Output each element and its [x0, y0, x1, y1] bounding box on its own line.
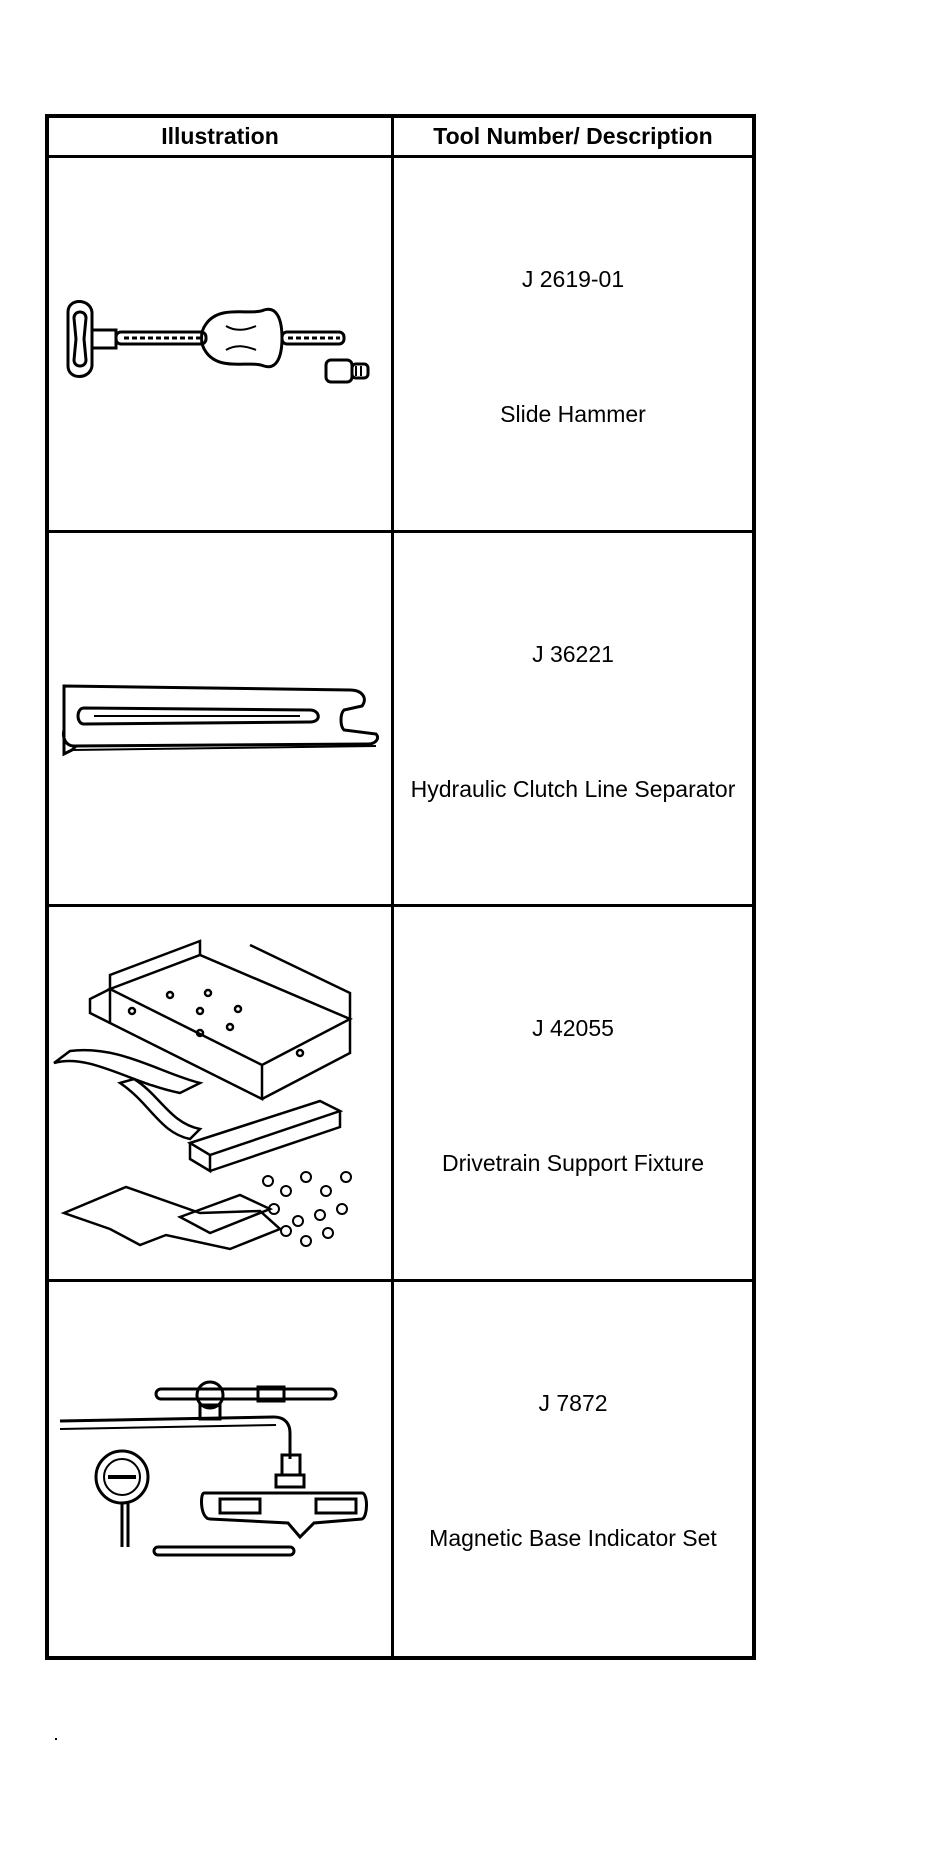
header-tool — [394, 118, 752, 158]
table-row-description — [394, 533, 752, 908]
tool-description: Hydraulic Clutch Line Separator — [410, 775, 736, 802]
header-illustration-label: Illustration — [161, 123, 279, 149]
tool-number: J 42055 — [532, 1015, 614, 1041]
table-row-illustration — [49, 1282, 394, 1657]
table-row-description — [394, 907, 752, 1282]
tool-table — [45, 114, 756, 1660]
tool-number: J 2619-01 — [521, 266, 625, 292]
support-fixture-icon — [50, 933, 390, 1253]
table-row-description — [394, 158, 752, 533]
header-tool-label: Tool Number/ Description — [433, 123, 713, 149]
slide-hammer-icon — [50, 274, 390, 414]
stray-mark — [55, 1738, 57, 1740]
table-row-illustration — [49, 533, 394, 908]
tool-description: Drivetrain Support Fixture — [441, 1150, 705, 1176]
tool-number: J 36221 — [532, 640, 614, 667]
indicator-set-icon — [50, 1369, 390, 1569]
clutch-line-separator-icon — [50, 658, 390, 778]
table-row-illustration — [49, 158, 394, 533]
tool-number: J 7872 — [538, 1389, 608, 1416]
header-illustration — [49, 118, 394, 158]
table-row-illustration — [49, 907, 394, 1282]
tool-description: Magnetic Base Indicator Set — [429, 1524, 717, 1551]
tool-description: Slide Hammer — [500, 401, 646, 427]
table-row-description — [394, 1282, 752, 1657]
